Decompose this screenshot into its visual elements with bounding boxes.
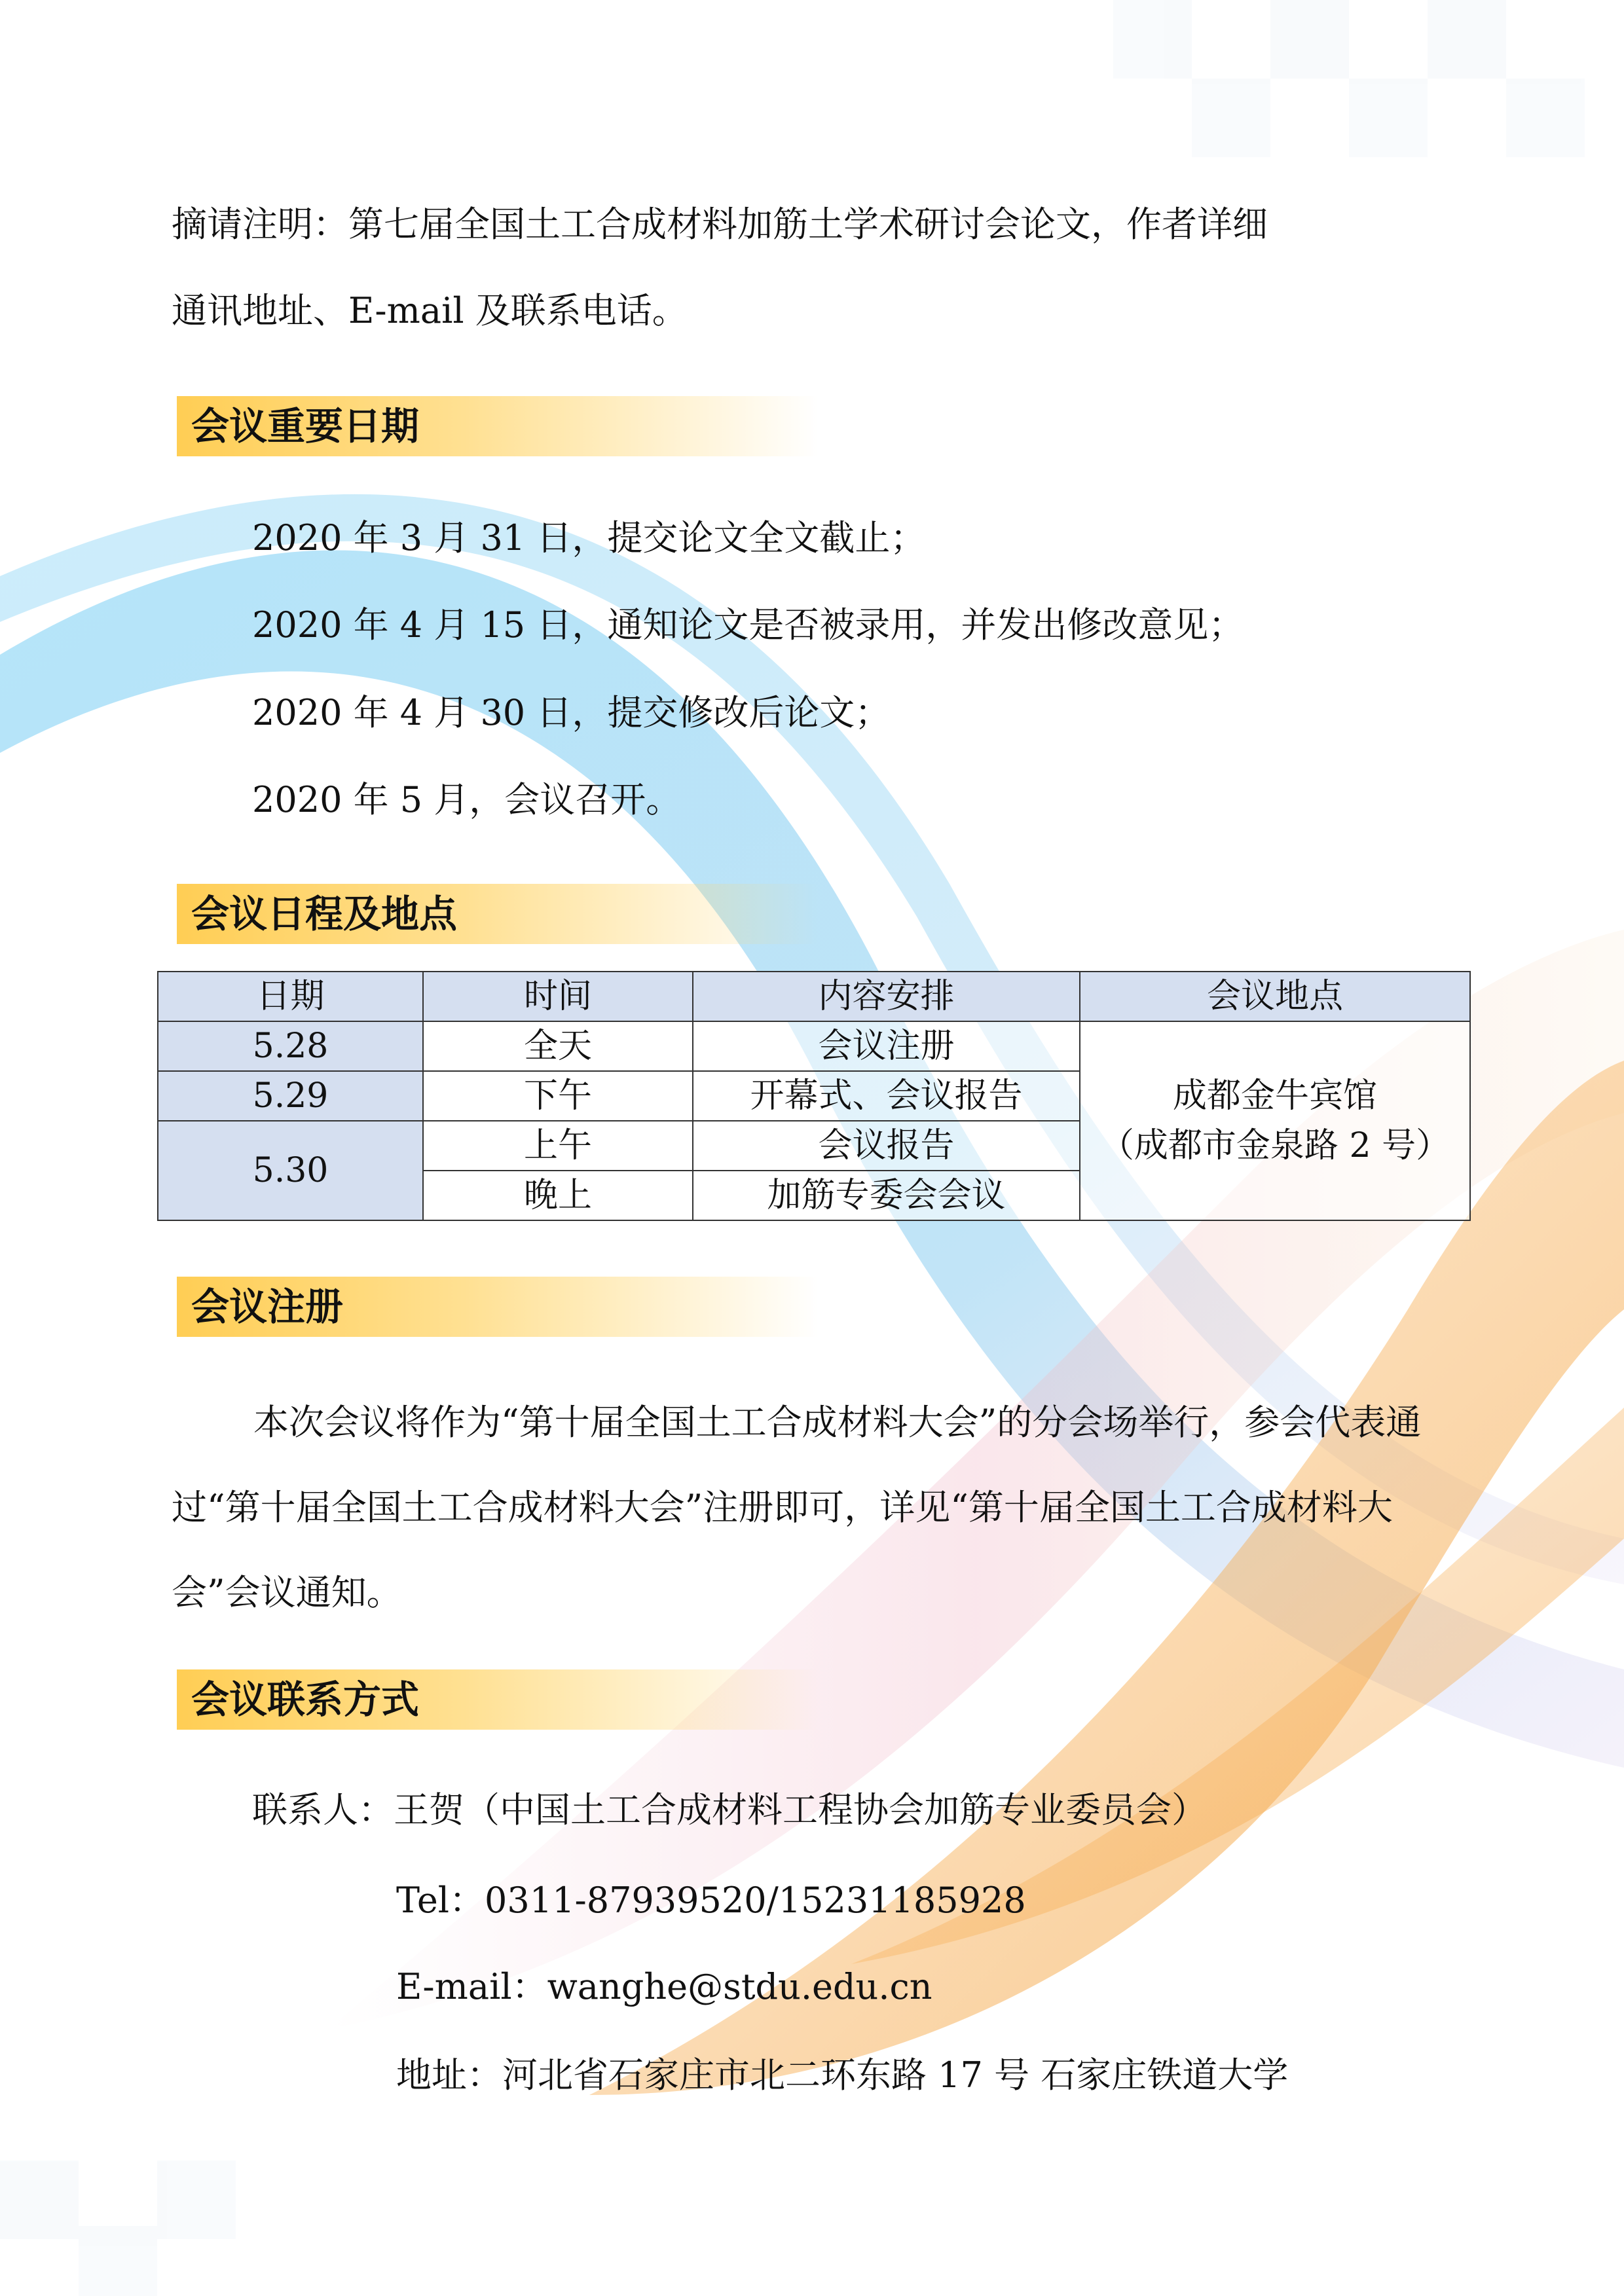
cell-time: 上午 <box>423 1121 693 1171</box>
intro-line-1: 摘请注明：第七届全国土工合成材料加筋土学术研讨会论文，作者详细 <box>172 204 1268 245</box>
table-row <box>158 1021 1470 1071</box>
table-header-row <box>158 972 1470 1021</box>
header-date: 日期 <box>158 972 423 1021</box>
date-item-4: 2020 年 5 月，会议召开。 <box>252 779 682 820</box>
schedule-table <box>157 971 1471 1221</box>
cell-time: 晚上 <box>423 1171 693 1220</box>
section-heading-dates: 会议重要日期 <box>177 396 819 456</box>
cell-content: 会议注册 <box>693 1021 1080 1071</box>
header-time: 时间 <box>423 972 693 1021</box>
date-item-1: 2020 年 3 月 31 日，提交论文全文截止； <box>252 517 926 558</box>
cell-date: 5.29 <box>158 1071 423 1121</box>
cell-time: 下午 <box>423 1071 693 1121</box>
contact-email: E-mail：wanghe@stdu.edu.cn <box>396 1966 932 2007</box>
contact-tel: Tel：0311-87939520/15231185928 <box>396 1880 1026 1921</box>
cell-date: 5.30 <box>158 1121 423 1220</box>
section-heading-schedule: 会议日程及地点 <box>177 884 819 944</box>
cell-date: 5.28 <box>158 1021 423 1071</box>
venue-name: 成都金牛宾馆 <box>1172 1076 1377 1116</box>
cell-content: 加筋专委会会议 <box>693 1171 1080 1220</box>
cell-time: 全天 <box>423 1021 693 1071</box>
cell-content: 会议报告 <box>693 1121 1080 1171</box>
contact-person: 联系人：王贺（中国土工合成材料工程协会加筋专业委员会） <box>252 1789 1207 1831</box>
contact-address: 地址：河北省石家庄市北二环东路 17 号 石家庄铁道大学 <box>396 2054 1289 2096</box>
date-item-2: 2020 年 4 月 15 日，通知论文是否被录用，并发出修改意见； <box>252 604 1244 646</box>
header-venue: 会议地点 <box>1080 972 1470 1021</box>
venue-address: （成都市金泉路 2 号） <box>1099 1126 1450 1165</box>
cell-venue <box>1080 1021 1470 1220</box>
section-heading-contact: 会议联系方式 <box>177 1669 819 1730</box>
cell-content: 开幕式、会议报告 <box>693 1071 1080 1121</box>
registration-paragraph: 本次会议将作为“第十届全国土工合成材料大会”的分会场举行，参会代表通过“第十届全国土工合成材料大会”注册即可，详见“第十届全国土工合成材料大会”会议通知。 <box>172 1402 1422 1613</box>
date-item-3: 2020 年 4 月 30 日，提交修改后论文； <box>252 692 891 733</box>
section-heading-registration: 会议注册 <box>177 1277 819 1337</box>
header-content: 内容安排 <box>693 972 1080 1021</box>
intro-line-2: 通讯地址、E-mail 及联系电话。 <box>172 290 688 331</box>
